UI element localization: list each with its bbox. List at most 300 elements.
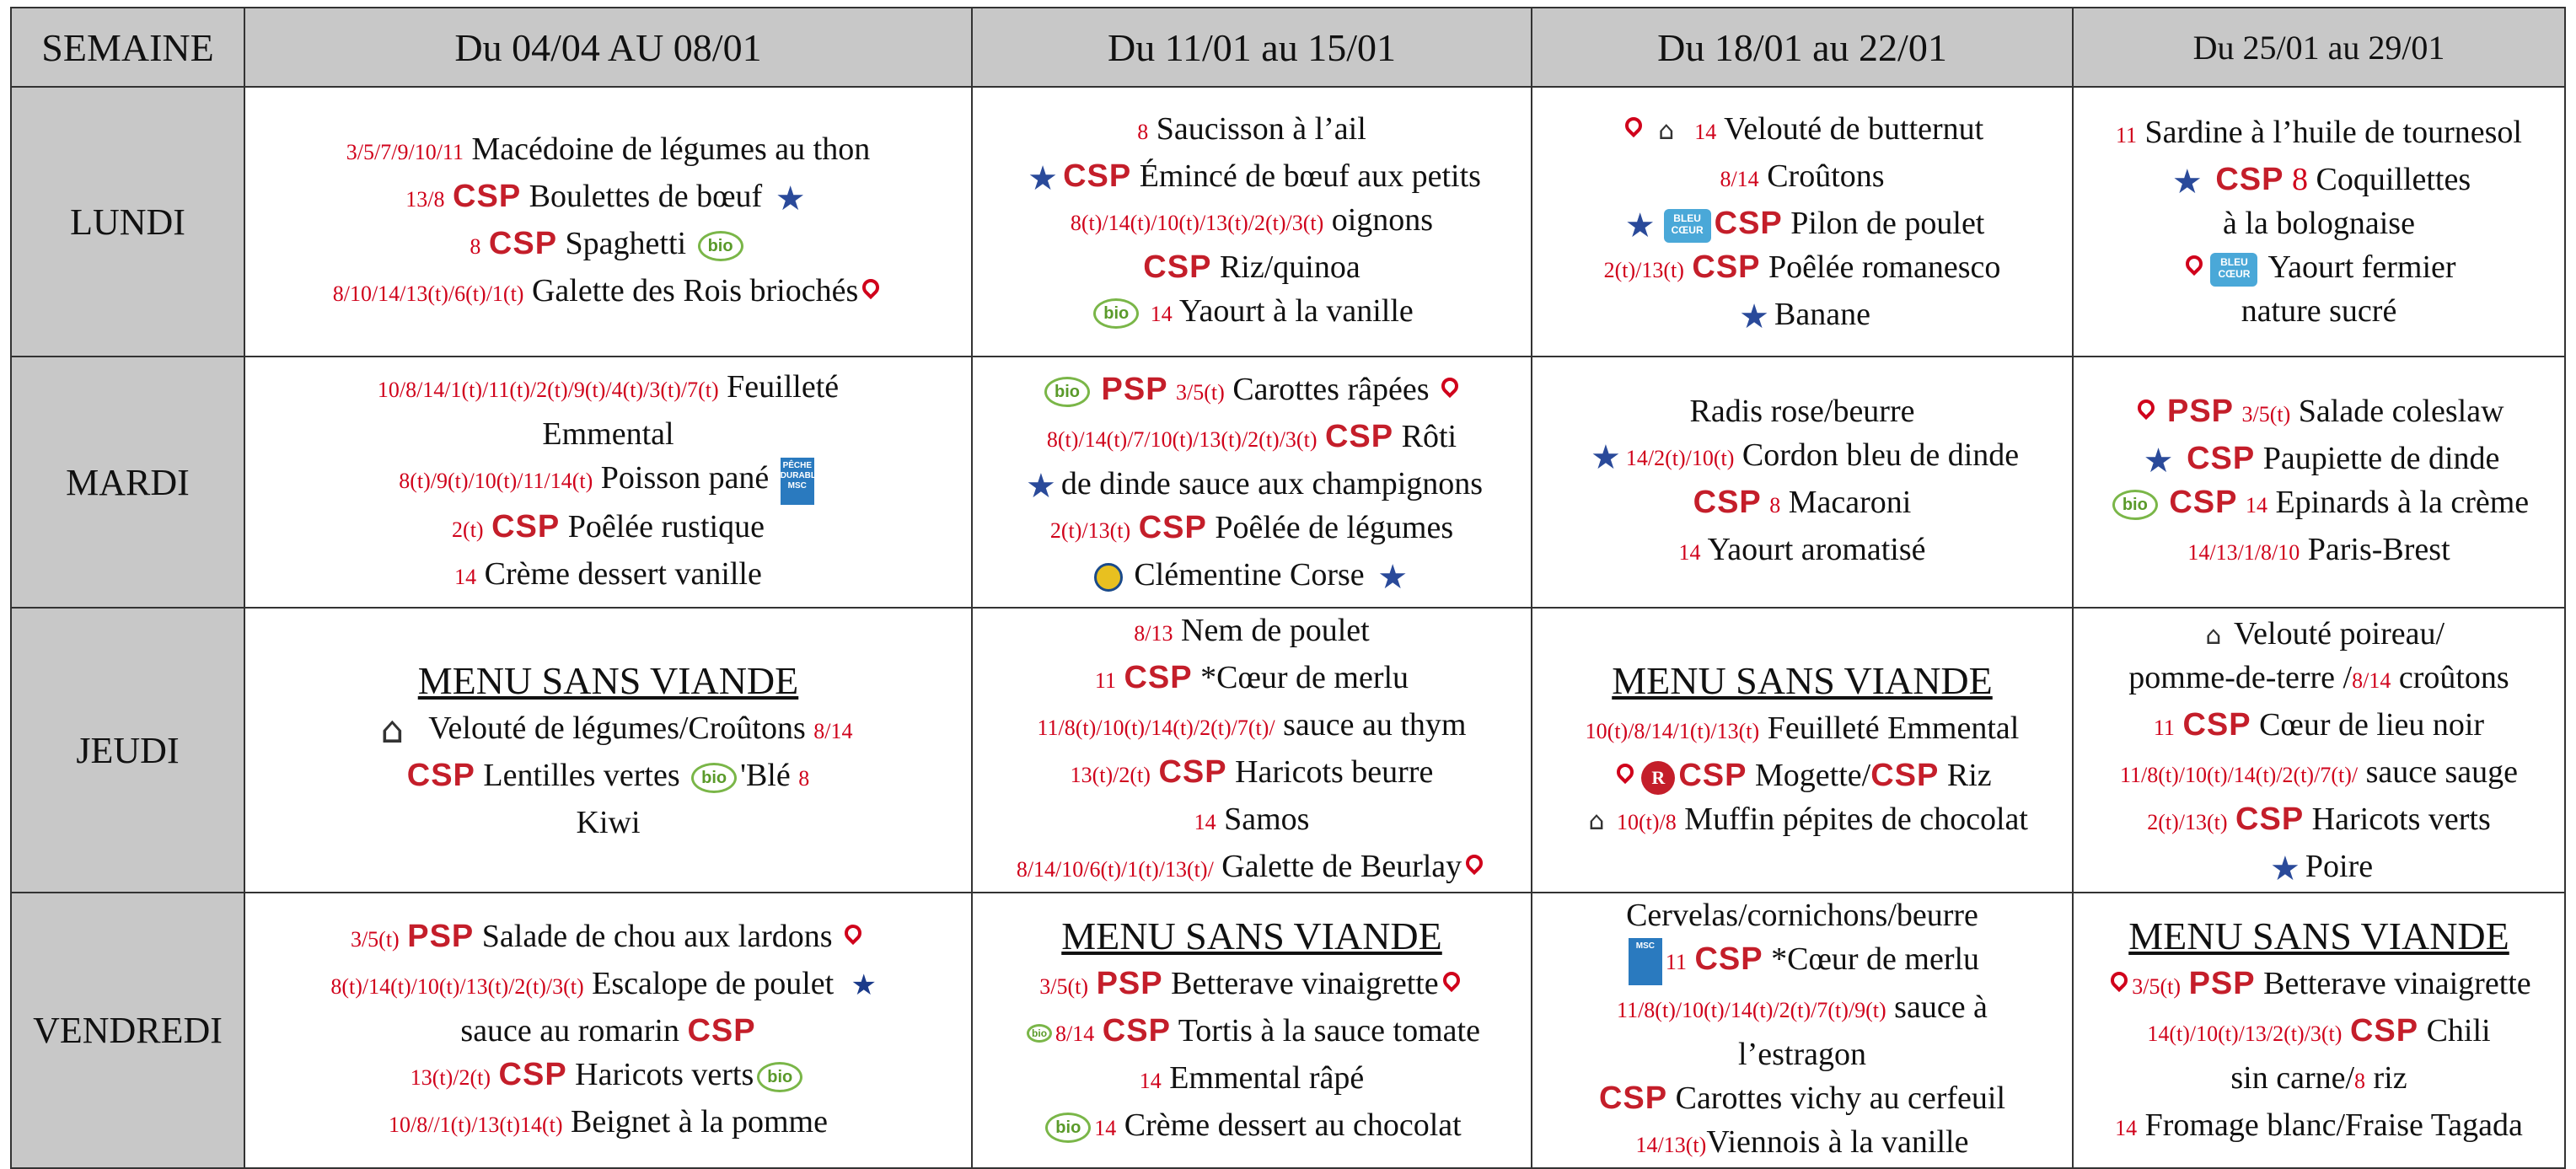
menu-line — [250, 127, 966, 174]
dish-name: Crème dessert au chocolat — [1124, 1107, 1462, 1143]
allergen-codes: 11/8(t)/10(t)/14(t)/2(t)/7(t)/ — [2120, 763, 2359, 787]
bleu-blanc-coeur-icon: BLEU CŒUR — [1664, 209, 1711, 243]
dish-name: 'Blé — [740, 758, 791, 793]
dish-name: Kiwi — [576, 805, 641, 840]
igp-label-icon — [1094, 563, 1123, 592]
location-pin-icon — [1624, 117, 1643, 146]
menu-line — [2079, 158, 2559, 201]
dish-name: Saucisson à l’ail — [1156, 111, 1366, 147]
menu-line — [250, 1009, 966, 1053]
day-vendredi: VENDREDI — [11, 893, 244, 1168]
menu-line — [978, 245, 1526, 289]
allergen-codes: 10/8//1(t)/13(t)14(t) — [389, 1112, 563, 1137]
allergen-codes: 14/2(t)/10(t) — [1625, 446, 1735, 470]
csp-label: CSP — [1143, 249, 1212, 285]
dish-name: Poêlée rustique — [567, 508, 765, 544]
dish-name: Pilon de poulet — [1790, 206, 1985, 241]
allergen-codes: 8(t)/9(t)/10(t)/11/14(t) — [399, 469, 593, 494]
origin-france-star-icon: ★ — [2269, 850, 2300, 888]
dish-name: Galette de Beurlay — [1221, 849, 1462, 884]
csp-label: CSP — [1870, 758, 1940, 793]
csp-label: CSP — [2215, 162, 2284, 197]
menu-line — [1538, 292, 2067, 336]
menu-line — [1538, 480, 2067, 528]
menu-line — [1538, 389, 2067, 433]
csp-label: CSP — [1158, 754, 1227, 790]
bio-label-icon: bio — [698, 231, 743, 261]
menu-line — [2079, 480, 2559, 528]
menu-line — [250, 1053, 966, 1100]
menu-line — [2079, 750, 2559, 797]
msc-sustainable-fishing-icon: MSC — [1629, 938, 1662, 985]
bio-label-icon: bio — [1045, 1113, 1091, 1143]
csp-label: CSP — [1693, 485, 1762, 520]
csp-label: CSP — [1694, 941, 1763, 977]
menu-sans-viande-title: MENU SANS VIANDE — [417, 659, 799, 702]
origin-france-star-icon: ★ — [1739, 298, 1769, 336]
allergen-codes: 3/5(t) — [350, 926, 400, 952]
csp-label: CSP — [488, 226, 558, 261]
cell-mardi-week-4 — [2073, 357, 2565, 608]
allergen-codes: 14 — [1150, 302, 1173, 326]
allergen-codes: 14 — [1694, 120, 1717, 144]
csp-label: CSP — [491, 508, 561, 544]
csp-label: CSP — [1598, 1081, 1668, 1117]
csp-label: CSP — [498, 1056, 567, 1092]
allergen-codes: 8/10/14/13(t)/6(t)/1(t) — [332, 282, 524, 306]
menu-line — [2079, 1103, 2559, 1150]
menu-line — [250, 412, 966, 456]
allergen-codes: 14 — [454, 564, 477, 589]
menu-line — [978, 797, 1526, 845]
allergen-codes: 8/14 — [813, 719, 853, 743]
dish-name: *Cœur de merlu — [1200, 660, 1409, 695]
dish-name: riz — [2373, 1059, 2407, 1096]
allergen-codes: 3/5(t) — [1176, 380, 1225, 405]
allergen-codes: 11 — [2153, 716, 2175, 740]
dish-name: Velouté de légumes/Croûtons — [428, 711, 806, 746]
menu-line — [978, 750, 1526, 797]
bio-label-icon: bio — [691, 763, 737, 793]
cell-jeudi-week-3 — [1532, 608, 2073, 893]
menu-line — [978, 609, 1526, 656]
menu-line — [250, 962, 966, 1009]
allergen-codes: 14 — [1094, 1115, 1117, 1140]
menu-line — [1538, 893, 2067, 937]
homemade-house-icon: ⌂ — [380, 709, 405, 753]
psp-label: PSP — [1101, 372, 1168, 407]
origin-france-star-icon: ★ — [1377, 558, 1409, 597]
cell-lundi-week-4 — [2073, 87, 2565, 357]
bio-label-icon: bio — [1044, 377, 1090, 407]
location-pin-icon — [1441, 378, 1459, 406]
dish-name: Fromage blanc/Fraise Tagada — [2144, 1107, 2523, 1143]
menu-line — [250, 222, 966, 269]
allergen-codes: 8 — [798, 766, 810, 791]
dish-name: pomme-de-terre / — [2128, 660, 2353, 695]
menu-line — [1538, 753, 2067, 797]
dish-name: Clémentine Corse — [1134, 557, 1365, 593]
dish-name: Velouté de butternut — [1724, 111, 1984, 147]
dish-name: Coquillettes — [2316, 162, 2471, 197]
csp-label: CSP — [2349, 1012, 2419, 1048]
menu-line — [978, 289, 1526, 336]
menu-line — [2079, 389, 2559, 437]
allergen-codes: 14 — [2245, 493, 2267, 517]
bio-label-icon: bio — [757, 1062, 802, 1092]
menu-line — [1538, 107, 2067, 154]
menu-line — [250, 753, 966, 801]
dish-name: Haricots verts — [2311, 802, 2491, 837]
allergen-codes: 8/14 — [2352, 668, 2391, 693]
menu-line — [250, 552, 966, 599]
dish-name: de dinde sauce aux champignons — [1060, 466, 1484, 501]
menu-line — [978, 656, 1526, 703]
dish-name: Radis rose/beurre — [1689, 394, 1915, 429]
dish-name: Croûtons — [1767, 158, 1885, 194]
dish-name: Escalope de poulet — [592, 965, 835, 1001]
menu-line — [978, 553, 1526, 597]
psp-label: PSP — [2166, 394, 2235, 429]
location-pin-icon — [1442, 972, 1461, 1000]
allergen-codes: 14 — [1678, 540, 1701, 565]
menu-line — [1538, 245, 2067, 292]
menu-line — [978, 506, 1526, 553]
bleu-blanc-coeur-icon: BLEU CŒUR — [2210, 253, 2257, 287]
dish-name: Paris-Brest — [2307, 532, 2450, 567]
dish-name: oignons — [1331, 202, 1434, 238]
bio-label-icon: bio — [1093, 298, 1139, 329]
cell-jeudi-week-1 — [244, 608, 972, 893]
dish-name: Crème dessert vanille — [484, 555, 762, 592]
cell-mardi-week-3 — [1532, 357, 2073, 608]
location-pin-icon — [844, 925, 862, 953]
allergen-codes: 2(t) — [452, 517, 484, 542]
allergen-codes: 8 — [470, 234, 481, 259]
csp-label: CSP — [1124, 660, 1193, 695]
homemade-house-icon: ⌂ — [2205, 621, 2222, 652]
cell-jeudi-week-2 — [972, 608, 1532, 893]
dish-name: Carottes vichy au cerfeuil — [1675, 1081, 2006, 1117]
cell-vendredi-week-1 — [244, 893, 972, 1168]
menu-line — [1538, 433, 2067, 480]
dish-name: Cœur de lieu noir — [2259, 707, 2485, 743]
allergen-codes: 13(t)/2(t) — [410, 1064, 491, 1090]
menu-line — [2079, 1009, 2559, 1056]
menu-line — [250, 505, 966, 552]
dish-name: Cervelas/cornichons/beurre — [1626, 898, 1978, 933]
origin-france-star-icon: ★ — [1028, 159, 1058, 198]
dish-name: sin carne/ — [2230, 1059, 2355, 1096]
allergen-codes: 8 — [2291, 162, 2308, 197]
allergen-codes: 10(t)/8/14/1(t)/13(t) — [1585, 719, 1760, 743]
allergen-codes: 8/14/10/6(t)/1(t)/13(t)/ — [1016, 857, 1214, 882]
dish-name: Poêlée de légumes — [1215, 510, 1454, 545]
csp-label: CSP — [1324, 419, 1394, 454]
csp-label: CSP — [2182, 707, 2251, 743]
cell-mardi-week-1 — [244, 357, 972, 608]
menu-line — [2079, 656, 2559, 703]
dish-name: l’estragon — [1738, 1037, 1866, 1073]
psp-label: PSP — [1096, 965, 1163, 1001]
dish-name: croûtons — [2398, 660, 2509, 695]
menu-line — [1538, 1032, 2067, 1076]
location-pin-icon — [861, 279, 880, 308]
dish-name: Salade coleslaw — [2298, 394, 2504, 429]
location-pin-icon — [2185, 255, 2203, 284]
menu-line — [978, 1009, 1526, 1056]
dish-name: Samos — [1224, 802, 1310, 837]
csp-label: CSP — [2169, 485, 2238, 520]
csp-label: CSP — [1678, 758, 1747, 793]
allergen-codes: 13(t)/2(t) — [1070, 763, 1151, 787]
allergen-codes: 14/13/1/8/10 — [2187, 540, 2300, 565]
cell-vendredi-week-2 — [972, 893, 1532, 1168]
msc-sustainable-fishing-icon: PÊCHE DURABLE MSC — [781, 458, 814, 505]
psp-label: PSP — [407, 918, 475, 954]
dish-name: Paupiette de dinde — [2262, 441, 2500, 476]
dish-name: Betterave vinaigrette — [2263, 965, 2531, 1001]
menu-line — [2079, 289, 2559, 333]
menu-line — [1538, 154, 2067, 201]
csp-label: CSP — [1063, 158, 1132, 194]
homemade-house-icon: ⌂ — [1588, 807, 1605, 837]
allergen-codes: 14(t)/10(t)/13/2(t)/3(t) — [2147, 1021, 2343, 1046]
dish-name: Rôti — [1401, 419, 1457, 454]
psp-label: PSP — [2188, 965, 2256, 1001]
menu-line — [2079, 245, 2559, 289]
dish-name: Yaourt à la vanille — [1178, 293, 1414, 329]
menu-line — [1538, 985, 2067, 1032]
menu-line — [250, 1100, 966, 1147]
menu-line — [2079, 797, 2559, 845]
allergen-codes: 13/8 — [405, 187, 445, 212]
row-vendredi — [11, 893, 2565, 1168]
origin-france-star-icon: ★ — [2143, 442, 2174, 480]
menu-line — [978, 703, 1526, 750]
origin-france-star-icon: ★ — [1624, 206, 1656, 245]
homemade-house-icon: ⌂ — [1658, 116, 1675, 147]
menu-line — [1538, 1076, 2067, 1120]
location-pin-icon — [1616, 764, 1634, 792]
dish-name: Yaourt aromatisé — [1707, 532, 1926, 567]
dish-name: Muffin pépites de chocolat — [1684, 802, 2028, 837]
menu-line — [1538, 937, 2067, 985]
week-3-header: Du 18/01 au 22/01 — [1532, 8, 2073, 87]
menu-line — [250, 365, 966, 412]
dish-name: Sardine à l’huile de tournesol — [2144, 115, 2522, 150]
dish-name: Émincé de bœuf aux petits — [1139, 158, 1481, 194]
dish-name: Cordon bleu de dinde — [1741, 437, 2020, 473]
menu-line — [978, 367, 1526, 415]
allergen-codes: 10/8/14/1(t)/11(t)/2(t)/9(t)/4(t)/3(t)/7(t) — [377, 378, 719, 403]
menu-line — [250, 269, 966, 316]
menu-line — [2079, 528, 2559, 575]
dish-name: Tortis à la sauce tomate — [1178, 1012, 1480, 1048]
dish-name: Riz — [1946, 758, 1992, 793]
csp-label: CSP — [1714, 206, 1783, 241]
allergen-codes: 10(t)/8 — [1617, 810, 1677, 834]
dish-name: Mogette/ — [1755, 758, 1871, 793]
dish-name: *Cœur de merlu — [1771, 941, 1980, 977]
location-pin-icon — [2137, 399, 2155, 428]
row-lundi — [11, 87, 2565, 357]
menu-line — [2079, 962, 2559, 1009]
allergen-codes: 2(t)/13(t) — [1603, 258, 1684, 282]
menu-line — [1538, 201, 2067, 245]
menu-line — [250, 174, 966, 222]
menu-sans-viande-title: MENU SANS VIANDE — [1612, 659, 1993, 702]
menu-line — [2079, 612, 2559, 656]
allergen-codes: 14/13(t) — [1635, 1133, 1707, 1158]
allergen-codes: 14 — [2115, 1115, 2138, 1140]
allergen-codes: 8(t)/14(t)/10(t)/13(t)/2(t)/3(t) — [330, 973, 584, 999]
menu-sans-viande-title: MENU SANS VIANDE — [2128, 914, 2509, 957]
menu-line — [2079, 437, 2559, 480]
allergen-codes: 14 — [1139, 1068, 1162, 1093]
dish-name: Poisson pané — [600, 460, 770, 496]
origin-france-star-icon: ★ — [1025, 467, 1056, 506]
dish-name: Macédoine de légumes au thon — [471, 131, 871, 167]
week-4-header: Du 25/01 au 29/01 — [2073, 8, 2565, 87]
bio-label-icon: bio — [2112, 490, 2158, 520]
menu-line — [250, 456, 966, 504]
week-2-header: Du 11/01 au 15/01 — [972, 8, 1532, 87]
allergen-codes: 8 — [2354, 1068, 2366, 1093]
allergen-codes: 8/14 — [1055, 1021, 1095, 1046]
dish-name: Lentilles vertes — [483, 758, 680, 793]
menu-line — [978, 1056, 1526, 1103]
menu-line — [978, 107, 1526, 154]
bio-label-icon: bio — [1027, 1024, 1052, 1043]
dish-name: Galette des Rois briochés — [531, 273, 859, 308]
dish-name: Chili — [2426, 1012, 2491, 1048]
allergen-codes: 11 — [1665, 950, 1687, 974]
cell-lundi-week-3 — [1532, 87, 2073, 357]
day-lundi: LUNDI — [11, 87, 244, 357]
dish-name: Carottes râpées — [1232, 372, 1430, 407]
location-pin-icon — [2110, 972, 2128, 1000]
cell-jeudi-week-4 — [2073, 608, 2565, 893]
csp-label: CSP — [1138, 510, 1207, 545]
menu-line — [1538, 706, 2067, 753]
menu-line — [978, 198, 1526, 245]
allergen-codes: 3/5(t) — [1039, 973, 1089, 999]
dish-name: Salade de chou aux lardons — [481, 918, 833, 954]
allergen-codes: 8/13 — [1134, 621, 1173, 646]
allergen-codes: 8/14 — [1720, 167, 1759, 191]
menu-line — [978, 962, 1526, 1009]
cell-vendredi-week-3 — [1532, 893, 2073, 1168]
dish-name: Feuilleté Emmental — [1767, 711, 2020, 746]
csp-label: CSP — [687, 1012, 756, 1048]
dish-name: Emmental râpé — [1169, 1059, 1365, 1096]
dish-name: Poêlée romanesco — [1768, 249, 2001, 285]
dish-name: à la bolognaise — [2223, 206, 2415, 241]
menu-line — [1538, 528, 2067, 575]
dish-name: Nem de poulet — [1181, 613, 1370, 648]
week-1-header: Du 04/04 AU 08/01 — [244, 8, 972, 87]
allergen-codes: 11 — [1094, 668, 1116, 693]
allergen-codes: 8 — [1769, 493, 1781, 517]
csp-label: CSP — [453, 179, 522, 214]
dish-name: Feuilleté — [727, 369, 840, 405]
menu-line — [2079, 201, 2559, 245]
cell-mardi-week-2 — [972, 357, 1532, 608]
dish-name: Spaghetti — [565, 226, 687, 261]
allergen-codes: 14 — [1194, 810, 1216, 834]
dish-name: nature sucré — [2241, 293, 2397, 329]
allergen-codes: 2(t)/13(t) — [2147, 810, 2228, 834]
row-jeudi — [11, 608, 2565, 893]
menu-line — [250, 914, 966, 962]
allergen-codes: 11/8(t)/10(t)/14(t)/2(t)/7(t)/ — [1037, 716, 1275, 740]
allergen-codes: 11 — [2116, 123, 2138, 147]
menu-line — [978, 154, 1526, 198]
dish-name: Haricots verts — [575, 1056, 754, 1092]
csp-label: CSP — [1102, 1012, 1171, 1048]
allergen-codes: 3/5(t) — [2241, 402, 2291, 426]
dish-name: Emmental — [542, 416, 674, 453]
day-jeudi: JEUDI — [11, 608, 244, 893]
dish-name: Macaroni — [1788, 485, 1912, 520]
origin-france-star-icon: ★ — [1590, 438, 1621, 477]
header-row — [11, 8, 2565, 87]
menu-line — [978, 415, 1526, 462]
cell-lundi-week-2 — [972, 87, 1532, 357]
menu-line — [2079, 845, 2559, 888]
volaille-francaise-icon: ★ — [851, 969, 877, 1001]
allergen-codes: 2(t)/13(t) — [1049, 518, 1131, 543]
label-rouge-icon: R — [1641, 761, 1675, 795]
day-mardi: MARDI — [11, 357, 244, 608]
dish-name: Boulettes de bœuf — [529, 179, 763, 214]
cell-vendredi-week-4 — [2073, 893, 2565, 1168]
csp-label: CSP — [406, 758, 475, 793]
weekly-menu-table — [10, 7, 2566, 1169]
menu-line — [2079, 110, 2559, 158]
menu-line — [250, 801, 966, 845]
dish-name: sauce au thym — [1283, 707, 1467, 743]
dish-name: Velouté poireau/ — [2233, 616, 2445, 652]
dish-name: Yaourt fermier — [2267, 249, 2456, 285]
menu-line — [1538, 797, 2067, 845]
origin-france-star-icon: ★ — [775, 180, 806, 218]
dish-name: Viennois à la vanille — [1706, 1124, 1969, 1161]
menu-line — [978, 845, 1526, 892]
cell-lundi-week-1 — [244, 87, 972, 357]
dish-name: Banane — [1774, 297, 1870, 332]
dish-name: sauce à — [1894, 989, 1988, 1026]
allergen-codes: 11/8(t)/10(t)/14(t)/2(t)/7(t)/9(t) — [1617, 998, 1886, 1023]
allergen-codes: 8(t)/14(t)/7/10(t)/13(t)/2(t)/3(t) — [1046, 427, 1318, 452]
dish-name: Betterave vinaigrette — [1171, 965, 1439, 1001]
dish-name: sauce au romarin — [460, 1012, 679, 1048]
menu-sans-viande-title: MENU SANS VIANDE — [1061, 914, 1442, 957]
dish-name: sauce sauge — [2365, 754, 2518, 790]
allergen-codes: 3/5(t) — [2132, 973, 2182, 999]
origin-france-star-icon: ★ — [2171, 163, 2203, 201]
menu-line — [1538, 1120, 2067, 1167]
week-column-header: SEMAINE — [11, 8, 244, 87]
dish-name: Epinards à la crème — [2275, 485, 2530, 520]
menu-line — [250, 706, 966, 753]
allergen-codes: 8(t)/14(t)/10(t)/13(t)/2(t)/3(t) — [1070, 211, 1324, 235]
allergen-codes: 8 — [1137, 120, 1149, 144]
menu-line — [978, 1103, 1526, 1150]
dish-name: Beignet à la pomme — [571, 1103, 828, 1140]
menu-line — [978, 462, 1526, 506]
